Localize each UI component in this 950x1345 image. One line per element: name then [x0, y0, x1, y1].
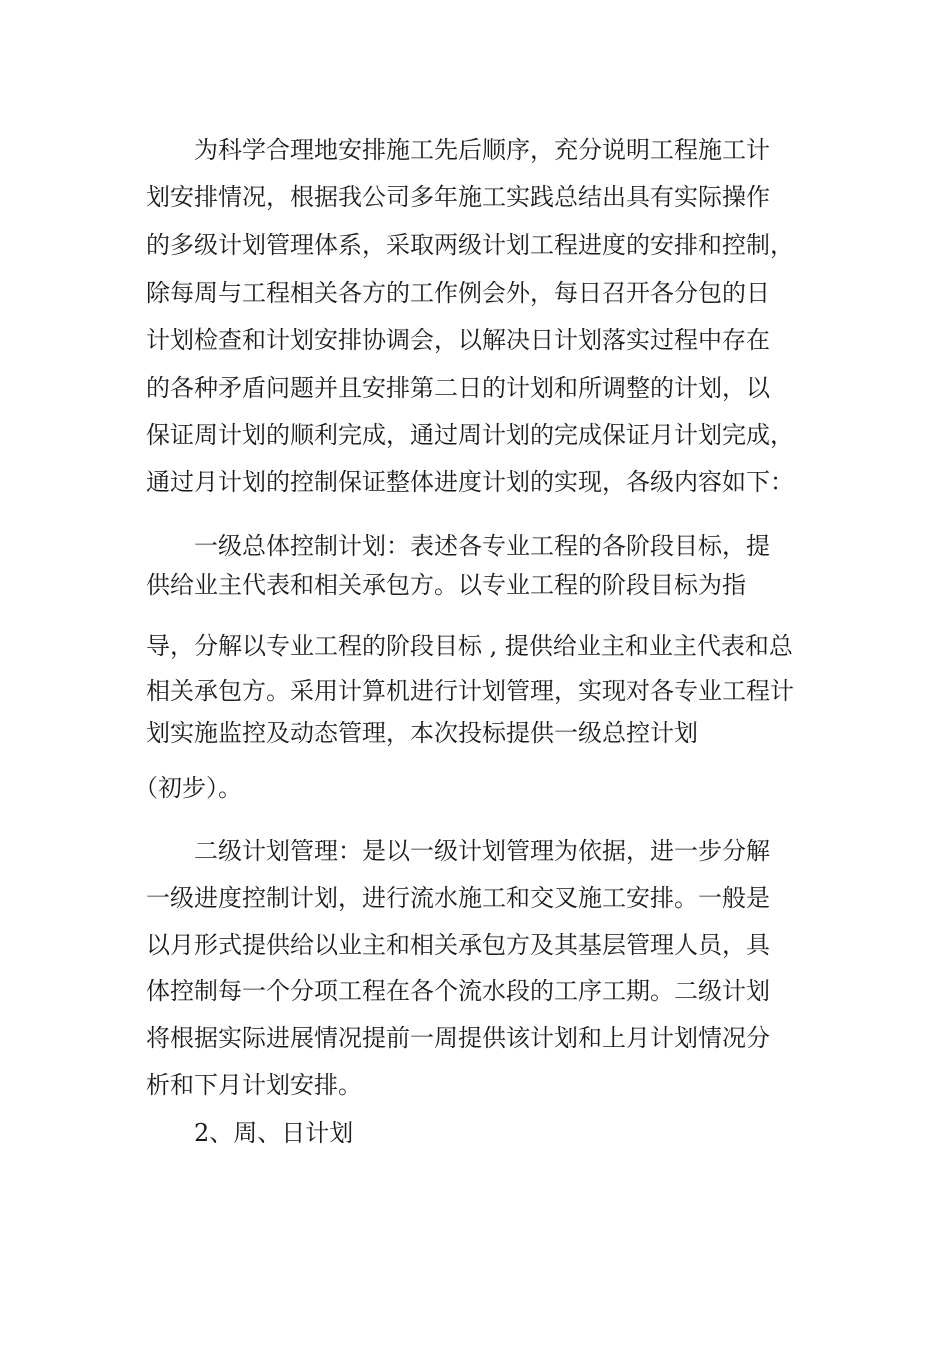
text-line: 一级进度控制计划，进行流水施工和交叉施工安排。一般是: [146, 884, 770, 912]
text-line: 通过月计划的控制保证整体进度计划的实现，各级内容如下：: [146, 468, 794, 496]
text-line: （初步）。: [134, 774, 242, 802]
text-line: 划实施监控及动态管理，本次投标提供一级总控计划: [146, 719, 698, 747]
text-line: 析和下月计划安排。: [146, 1071, 362, 1099]
text-line: 相关承包方。采用计算机进行计划管理，实现对各专业工程计: [146, 677, 794, 705]
text-line: 一级总体控制计划：表述各专业工程的各阶段目标，提: [194, 532, 770, 560]
text-line: 为科学合理地安排施工先后顺序，充分说明工程施工计: [194, 136, 770, 164]
text-line: 将根据实际进展情况提前一周提供该计划和上月计划情况分: [146, 1024, 770, 1052]
text-line: 保证周计划的顺利完成，通过周计划的完成保证月计划完成，: [146, 421, 794, 449]
text-line: 除每周与工程相关各方的工作例会外，每日召开各分包的日: [146, 279, 770, 307]
text-line: 划安排情况，根据我公司多年施工实践总结出具有实际操作: [146, 183, 770, 211]
text-line: 供给业主代表和相关承包方。以专业工程的阶段目标为指: [146, 571, 746, 599]
text-line: 计划检查和计划安排协调会，以解决日计划落实过程中存在: [146, 326, 770, 354]
text-line: 二级计划管理：是以一级计划管理为依据，进一步分解: [194, 837, 770, 865]
text-line: 的多级计划管理体系，采取两级计划工程进度的安排和控制，: [146, 231, 794, 259]
text-line: 导，分解以专业工程的阶段目标 , 提供给业主和业主代表和总: [146, 632, 793, 660]
text-line: 以月形式提供给以业主和相关承包方及其基层管理人员，具: [146, 931, 770, 959]
text-line: 的各种矛盾问题并且安排第二日的计划和所调整的计划，以: [146, 374, 770, 402]
section-heading: 2、周、日计划: [194, 1119, 354, 1147]
text-line: 体控制每一个分项工程在各个流水段的工序工期。二级计划: [146, 977, 770, 1005]
